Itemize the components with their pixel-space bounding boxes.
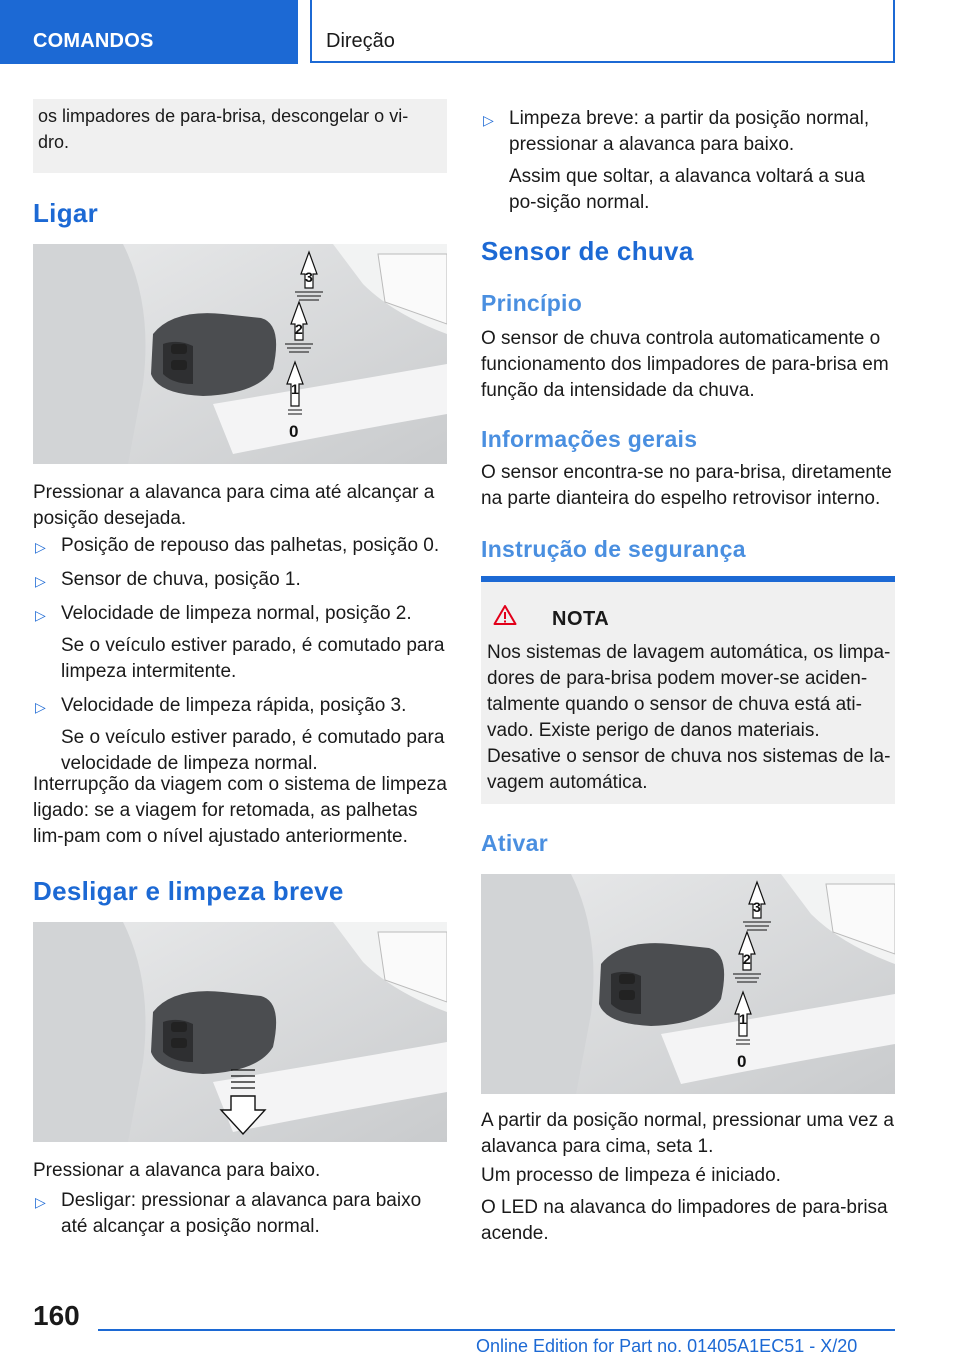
figure3-label-3: 3 bbox=[753, 899, 761, 915]
figure1-label-0: 0 bbox=[289, 422, 299, 441]
figure-rain-sensor-activate bbox=[481, 874, 895, 1094]
figure-wiper-lever-up bbox=[33, 244, 447, 464]
intro-note-text: os limpadores de para-brisa, descongelar o vi- dro. bbox=[38, 106, 409, 152]
subsection-title-info: Informações gerais bbox=[481, 426, 698, 452]
list-item bbox=[33, 567, 447, 593]
figure-wiper-lever-down bbox=[33, 922, 447, 1142]
list-item-text: Velocidade de limpeza normal, posição 2. bbox=[61, 603, 412, 624]
list-item-text: Limpeza breve: a partir da posição normal, pressionar a alavanca para baixo. bbox=[509, 108, 870, 155]
bullet-triangle-icon: ▷ bbox=[483, 112, 494, 128]
footer-edition: Online Edition for Part no. 01405A1EC51 - X/20 bbox=[476, 1336, 858, 1356]
ligar-paragraph: Pressionar a alavanca para cima até alcançar a posição desejada. bbox=[33, 482, 435, 529]
principio-paragraph: O sensor de chuva controla automaticamente o funcionamento dos limpadores de para-brisa em função da intensidade da chuva. bbox=[481, 328, 889, 401]
list-item-text: Velocidade de limpeza rápida, posição 3. bbox=[61, 695, 407, 716]
list-item-text: Posição de repouso das palhetas, posição 0. bbox=[61, 535, 440, 556]
list-item-subtext: Assim que soltar, a alavanca voltará a sua po-sição normal. bbox=[509, 166, 865, 213]
bullet-triangle-icon: ▷ bbox=[35, 539, 46, 555]
subsection-title-safety: Instrução de segurança bbox=[481, 536, 746, 562]
nota-text: Nos sistemas de lavagem automática, os limpa-dores de para-brisa podem mover-se aciden-talmente quando o sensor de chuva está ati-vado. Existe perigo de danos materiais. Desative o sensor de chuva nos sistemas de la-vagem automática. bbox=[487, 642, 891, 793]
list-item bbox=[33, 693, 447, 719]
bullet-triangle-icon: ▷ bbox=[35, 699, 46, 715]
figure1-label-1: 1 bbox=[291, 381, 299, 397]
page-number: 160 bbox=[33, 1300, 80, 1331]
ligar-interruption-paragraph: Interrupção da viagem com o sistema de limpeza ligado: se a viagem for retomada, as palhetas lim-pam com o nível ajustado anteriormente. bbox=[33, 774, 447, 847]
figure3-label-0: 0 bbox=[737, 1052, 747, 1071]
warning-triangle-icon bbox=[493, 604, 517, 626]
nota-label: NOTA bbox=[552, 608, 610, 630]
header-section-tab bbox=[0, 0, 298, 64]
intro-note-box bbox=[33, 99, 447, 173]
right-list bbox=[481, 106, 895, 216]
info-paragraph: O sensor encontra-se no para-brisa, diretamente na parte dianteira do espelho retrovisor interno. bbox=[481, 462, 892, 509]
section-title-desligar: Desligar e limpeza breve bbox=[33, 876, 344, 906]
desligar-list bbox=[33, 1188, 447, 1240]
ativar-paragraph-3: O LED na alavanca do limpadores de para-brisa acende. bbox=[481, 1197, 888, 1244]
section-title-sensor: Sensor de chuva bbox=[481, 236, 694, 266]
header-chapter-label: Direção bbox=[326, 30, 395, 52]
nota-box bbox=[481, 576, 895, 804]
header-chapter-tab bbox=[310, 0, 895, 63]
list-item-subtext: Se o veículo estiver parado, é comutado para velocidade de limpeza normal. bbox=[61, 727, 445, 774]
desligar-paragraph: Pressionar a alavanca para baixo. bbox=[33, 1160, 321, 1181]
figure3-label-2: 2 bbox=[743, 951, 751, 967]
footer-rule bbox=[98, 1329, 895, 1331]
list-item-text: Desligar: pressionar a alavanca para baixo até alcançar a posição normal. bbox=[61, 1190, 422, 1237]
bullet-triangle-icon: ▷ bbox=[35, 573, 46, 589]
list-item bbox=[33, 1188, 447, 1240]
header-section-label: COMANDOS bbox=[33, 30, 154, 52]
figure1-label-3: 3 bbox=[305, 269, 313, 285]
ativar-paragraph-2: Um processo de limpeza é iniciado. bbox=[481, 1165, 781, 1186]
list-item bbox=[481, 106, 895, 158]
figure3-label-1: 1 bbox=[739, 1011, 747, 1027]
bullet-triangle-icon: ▷ bbox=[35, 607, 46, 623]
subsection-title-ativar: Ativar bbox=[481, 830, 548, 856]
list-item bbox=[33, 533, 447, 559]
ligar-list bbox=[33, 533, 447, 777]
list-item-text: Sensor de chuva, posição 1. bbox=[61, 569, 301, 590]
ativar-paragraph-1: A partir da posição normal, pressionar uma vez a alavanca para cima, seta 1. bbox=[481, 1110, 894, 1157]
list-item bbox=[33, 601, 447, 627]
subsection-title-principio: Princípio bbox=[481, 290, 583, 316]
figure1-label-2: 2 bbox=[295, 321, 303, 337]
section-title-ligar: Ligar bbox=[33, 198, 99, 228]
bullet-triangle-icon: ▷ bbox=[35, 1194, 46, 1210]
list-item-subtext: Se o veículo estiver parado, é comutado para limpeza intermitente. bbox=[61, 635, 445, 682]
